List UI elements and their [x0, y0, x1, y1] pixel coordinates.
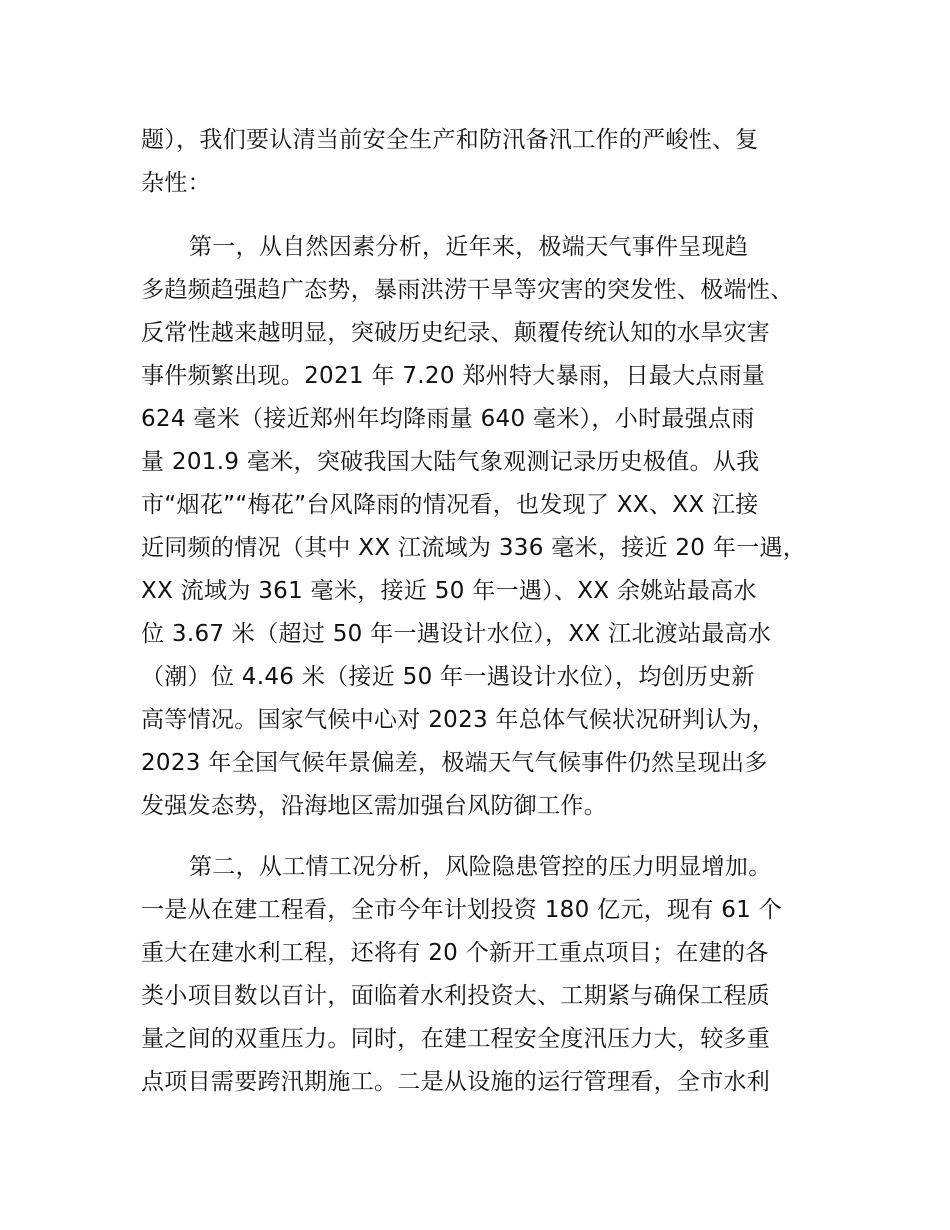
paragraph-2-line: 高等情况。国家气候中心对 2023 年总体气候状况研判认为，: [141, 707, 776, 733]
paragraph-2-line: 2023 年全国气候年景偏差，极端天气气候事件仍然呈现出多: [141, 750, 768, 776]
paragraph-2-line: XX 流域为 361 毫米，接近 50 年一遇）、XX 余姚站最高水: [141, 578, 757, 604]
paragraph-2-line: 反常性越来越明显，突破历史纪录、颠覆传统认知的水旱灾害: [141, 320, 771, 346]
paragraph-2-line: 市“烟花”“梅花”台风降雨的情况看，也发现了 XX、XX 江接: [141, 492, 759, 518]
paragraph-2-line: 第一，从自然因素分析，近年来，极端天气事件呈现趋: [189, 234, 749, 260]
paragraph-3-line: 量之间的双重压力。同时，在建工程安全度汛压力大，较多重: [141, 1026, 771, 1052]
paragraph-2-line: 多趋频趋强趋广态势，暴雨洪涝干旱等灾害的突发性、极端性、: [141, 277, 794, 303]
paragraph-3: [141, 846, 841, 1104]
paragraph-2-line: 量 201.9 毫米，突破我国大陆气象观测记录历史极值。从我: [141, 449, 760, 475]
paragraph-1-line: 题），我们要认清当前安全生产和防汛备汛工作的严峻性、复: [141, 127, 759, 153]
paragraph-2-line: 近同频的情况（其中 XX 江流域为 336 毫米，接近 20 年一遇，: [141, 535, 807, 561]
paragraph-1: [141, 119, 841, 205]
paragraph-3-line: 类小项目数以百计，面临着水利投资大、工期紧与确保工程质: [141, 983, 771, 1009]
paragraph-3-line: 点项目需要跨汛期施工。二是从设施的运行管理看，全市水利: [141, 1069, 771, 1095]
paragraph-3-line: 重大在建水利工程，还将有 20 个新开工重点项目；在建的各: [141, 940, 769, 966]
paragraph-2-line: 位 3.67 米（超过 50 年一遇设计水位），XX 江北渡站最高水: [141, 621, 772, 647]
paragraph-2: [141, 226, 841, 828]
paragraph-3-line: 第二，从工情工况分析，风险隐患管控的压力明显增加。: [189, 854, 772, 880]
paragraph-3-line: 一是从在建工程看，全市今年计划投资 180 亿元，现有 61 个: [141, 897, 783, 923]
paragraph-2-line: 发强发态势，沿海地区需加强台风防御工作。: [141, 793, 607, 819]
paragraph-1-line: 杂性：: [141, 170, 211, 196]
paragraph-2-line: （潮）位 4.46 米（接近 50 年一遇设计水位），均创历史新: [141, 664, 755, 690]
paragraph-2-line: 624 毫米（接近郑州年均降雨量 640 毫米），小时最强点雨: [141, 406, 755, 432]
paragraph-2-line: 事件频繁出现。2021 年 7.20 郑州特大暴雨，日最大点雨量: [141, 363, 766, 389]
